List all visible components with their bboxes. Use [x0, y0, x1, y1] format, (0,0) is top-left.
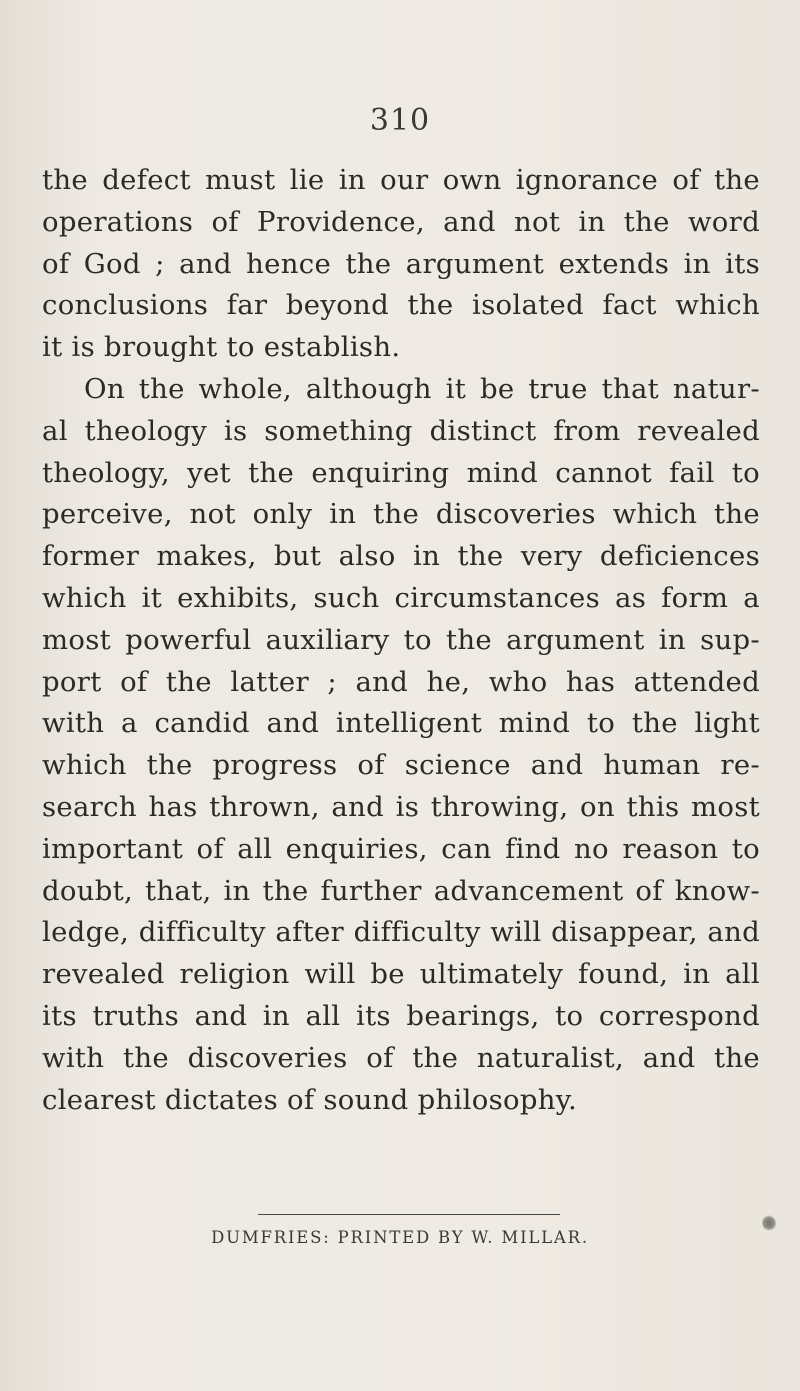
text-line: with the discoveries of the naturalist, and the: [42, 1041, 760, 1074]
text-line: clearest dictates of sound philosophy.: [42, 1083, 578, 1116]
body-text: [42, 160, 760, 1121]
text-line: its truths and in all its bearings, to correspond: [42, 999, 760, 1032]
text-line: former makes, but also in the very deficiences: [42, 540, 760, 573]
text-line: search has thrown, and is throwing, on this most: [42, 790, 760, 823]
imprint-rule: [258, 1214, 560, 1215]
text-line: most powerful auxiliary to the argument in sup-: [42, 623, 760, 656]
text-line: operations of Providence, and not in the word: [42, 205, 760, 238]
text-line: doubt, that, in the further advancement of know-: [42, 874, 760, 907]
text-line: perceive, not only in the discoveries which the: [42, 498, 760, 531]
text-line: which it exhibits, such circumstances as form a: [42, 581, 760, 614]
text-line: which the progress of science and human re-: [42, 749, 760, 782]
printer-imprint: DUMFRIES: PRINTED BY W. MILLAR.: [211, 1228, 589, 1247]
text-line: ledge, difficulty after difficulty will disappear, and: [42, 916, 760, 949]
text-line: of God ; and hence the argument extends in its: [42, 247, 760, 280]
text-line: port of the latter ; and he, who has attended: [42, 665, 760, 698]
ink-blot-mark: [762, 1215, 776, 1231]
page-number: 310: [369, 103, 431, 138]
text-line: the defect must lie in our own ignorance of the: [42, 164, 760, 196]
text-line: it is brought to establish.: [42, 331, 401, 364]
text-line: theology, yet the enquiring mind cannot fail to: [42, 456, 760, 489]
paragraph-start-line: On the whole, although it be true that natur-: [84, 372, 760, 405]
text-line: conclusions far beyond the isolated fact which: [42, 289, 760, 322]
text-line: with a candid and intelligent mind to the light: [42, 707, 760, 740]
text-line: important of all enquiries, can find no reason to: [42, 832, 760, 865]
text-line: al theology is something distinct from revealed: [42, 414, 760, 447]
text-line: revealed religion will be ultimately found, in all: [42, 958, 760, 991]
